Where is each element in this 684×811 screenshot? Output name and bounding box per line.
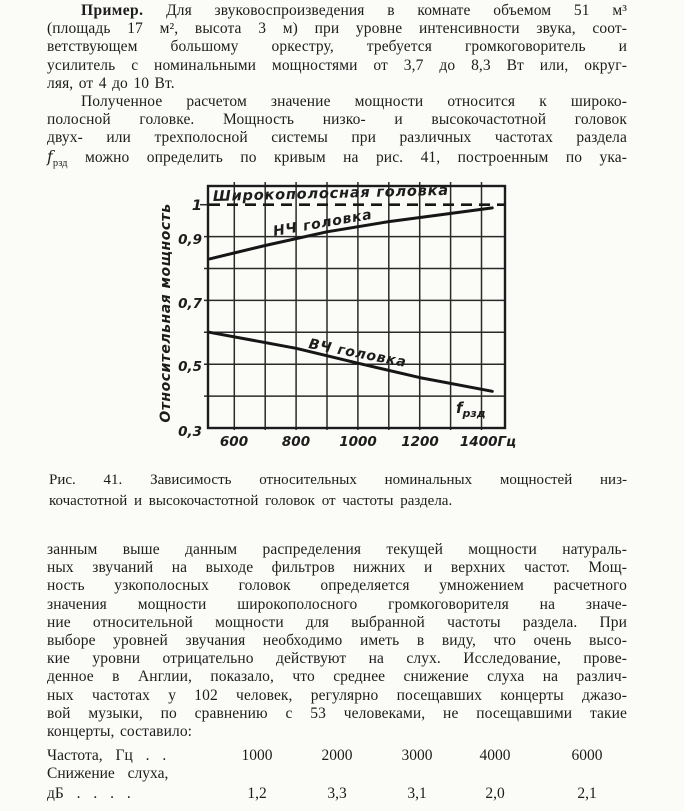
paragraph-line: усилитель с номинальными мощностями от 3,7 до 8,3 Вт или, округ- [47, 56, 627, 74]
paragraph-line: (площадь 17 м², высота 3 м) при уровне интенсивности звука, соот- [47, 20, 627, 38]
y-tick: 0,3 [178, 424, 202, 440]
paragraph-line: кие уровни отрицательно действуют на слух. Исследование, прове- [47, 650, 627, 668]
table-row-label2 [47, 765, 637, 783]
frequency-value: 6000 [571, 747, 603, 764]
db-value: 1,2 [247, 785, 267, 802]
intro-paragraphs [47, 2, 627, 167]
paragraph-text: Для звуковоспроизведения в комнате объемом 51 м³ [143, 2, 627, 19]
figure-41 [150, 178, 540, 455]
paragraph-line: ных звучаний на выходе фильтров нижних и верхних частот. Мощ- [47, 559, 627, 577]
table-row-frequency [47, 747, 637, 765]
paragraph-text: можно определить по кривым на рис. 41, построенным по ука- [67, 148, 627, 166]
wideband-head-label: Широкополосная головка [212, 182, 450, 205]
paragraph3-last-line: концерты, составило: [47, 723, 193, 741]
x-axis-ticks [220, 434, 516, 450]
paragraph2-first-line: Полученное расчетом значение мощности относится к широко- [81, 93, 627, 111]
paragraph-line: значения мощности широкополосного громкоговорителя на значе- [47, 595, 627, 613]
y-axis-title: Относительная мощность [158, 203, 174, 423]
db-value: 2,0 [485, 785, 505, 802]
figure-41-chart [150, 178, 540, 450]
caption-line: Рис. 41. Зависимость относительных номинальных мощностей низ- [49, 472, 627, 488]
db-value: 2,1 [577, 785, 597, 802]
paragraph3-lines [47, 541, 627, 723]
frequency-value: 3000 [401, 747, 433, 764]
paragraph-line: вой музыки, по сравнению с 53 человеками, не посещавшими такие [47, 704, 627, 722]
caption-line: кочастотной и высокочастотной головок от частоты раздела. [49, 492, 453, 509]
body-paragraph-3 [47, 541, 627, 741]
y-tick: 0,5 [178, 359, 202, 375]
table-row-db [47, 785, 637, 803]
x-tick: 1200 [401, 434, 439, 450]
paragraph-line: ных частотах у 102 человек, регулярно посещавших концерты джазо- [47, 686, 627, 704]
paragraph-line: денное в Англии, показало, что среднее снижение слуха на различ- [47, 668, 627, 686]
paragraph1-lines [47, 20, 627, 75]
chart-grid-horizontal [200, 205, 505, 396]
x-tick: 1400Гц [459, 434, 517, 450]
paragraph2-lines [47, 111, 627, 147]
figure-caption [49, 470, 627, 511]
db-value: 3,1 [407, 785, 427, 802]
y-tick: 0,9 [178, 232, 202, 248]
frequency-value: 1000 [241, 747, 273, 764]
paragraph-line: выборе уровней звучания необходимо иметь в виду, что очень высо- [47, 632, 627, 650]
f-subscript: рзд [52, 157, 68, 169]
paragraph-line: ность узкополосных головок определяется умножением расчетного [47, 577, 627, 595]
example-lead: Пример. [81, 2, 144, 19]
f-symbol: f [47, 147, 53, 166]
paragraph-line: ветствующем большому оркестру, требуется громкоговоритель и [47, 38, 627, 56]
paragraph2-f-line [47, 148, 627, 167]
hf-head-label: ВЧ головка [307, 336, 408, 371]
paragraph-line: полосной головке. Мощность низко- и высокочастотной головок [47, 111, 627, 129]
paragraph-line: двух- или трехполосной системы при различных частотах раздела [47, 129, 627, 147]
paragraph-line: занным выше данным распределения текущей мощности натураль- [47, 541, 627, 558]
row-label: дБ . . . . [47, 785, 131, 802]
y-tick: 1 [191, 198, 202, 214]
row-label: Снижение слуха, [47, 765, 169, 782]
row-label: Частота, Гц . . [47, 747, 167, 764]
paragraph-line: ние относительной мощности для выбранной частоты раздела. При [47, 613, 627, 631]
f-rzd-annotation: $f_{рзд}$ [456, 399, 486, 420]
y-axis-ticks [178, 198, 203, 440]
x-tick: 800 [281, 434, 311, 450]
paragraph1-last-line: ляя, от 4 до 10 Вт. [47, 74, 175, 92]
x-tick: 600 [219, 434, 249, 450]
frequency-value: 4000 [479, 747, 511, 764]
paragraph-line [47, 2, 627, 20]
frequency-value: 2000 [321, 747, 353, 764]
y-tick: 0,7 [178, 296, 202, 312]
lf-head-label: НЧ головка [271, 206, 374, 240]
db-value: 3,3 [327, 785, 347, 802]
x-tick: 1000 [339, 434, 377, 450]
